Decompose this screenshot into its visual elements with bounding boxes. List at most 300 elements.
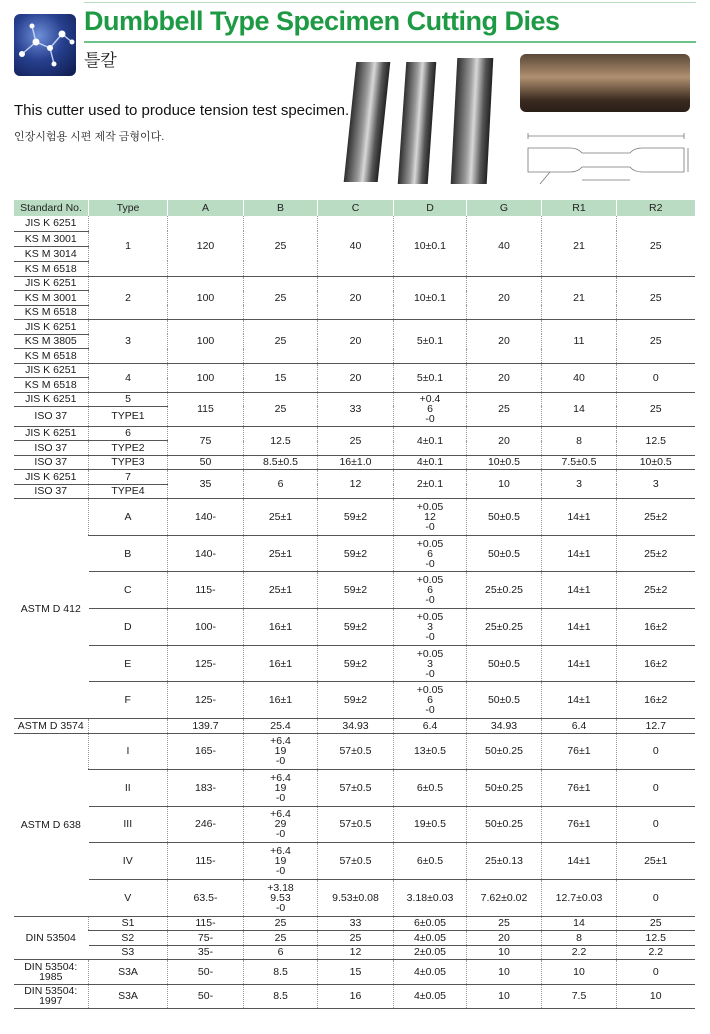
value-cell: 59±2 (318, 682, 394, 719)
type-cell: S3 (89, 945, 168, 960)
table-row (14, 535, 695, 572)
value-cell: 50±0.5 (467, 682, 542, 719)
tolerance-nominal: 6 (427, 584, 433, 597)
value-cell: 75- (168, 931, 244, 946)
value-cell: 120 (168, 216, 244, 276)
standard-cell: KS M 3014 (14, 246, 89, 261)
value-cell: 12.7 (617, 719, 695, 734)
value-cell: 25±1 (244, 572, 318, 609)
value-cell: 14 (542, 392, 617, 426)
type-cell: 1 (89, 216, 168, 276)
value-cell: 10±0.5 (467, 455, 542, 470)
table-row (14, 216, 695, 231)
value-cell: 20 (318, 276, 394, 320)
value-cell: 50 (168, 455, 244, 470)
type-cell: S2 (89, 931, 168, 946)
value-cell: 6±0.5 (394, 770, 467, 807)
tolerance-lower: -0 (425, 704, 435, 717)
table-row (14, 276, 695, 291)
value-cell: 6±0.5 (394, 843, 467, 880)
value-cell: 0 (617, 960, 695, 985)
value-cell: 59±2 (318, 645, 394, 682)
value-cell: 6.4 (542, 719, 617, 734)
value-cell: 12 (318, 945, 394, 960)
table-row (14, 499, 695, 536)
cutting-die-photo-1 (344, 62, 391, 182)
standard-cell: KS M 3001 (14, 291, 89, 306)
standard-cell: JIS K 6251 (14, 320, 89, 335)
value-cell: 115- (168, 916, 244, 931)
value-cell: 25±2 (617, 535, 695, 572)
type-cell: TYPE4 (89, 484, 168, 499)
value-cell: 8.5±0.5 (244, 455, 318, 470)
value-cell: 34.93 (467, 719, 542, 734)
standard-cell: ISO 37 (14, 455, 89, 470)
value-cell: 9.53±0.08 (318, 879, 394, 916)
value-cell: 7.62±0.02 (467, 879, 542, 916)
value-cell: 25±2 (617, 572, 695, 609)
tolerance-nominal: 12 (424, 510, 436, 523)
value-cell: 10 (617, 984, 695, 1009)
value-cell: 8.5 (244, 960, 318, 985)
tolerance-upper: +0.05 (416, 647, 444, 660)
value-cell: 25 (244, 931, 318, 946)
standard-cell: DIN 53504 (14, 916, 89, 960)
value-cell: 115- (168, 843, 244, 880)
value-cell: 33 (318, 392, 394, 426)
molecule-icon (14, 14, 76, 76)
value-cell: 25±0.25 (467, 609, 542, 646)
value-cell: 16±1 (244, 609, 318, 646)
value-cell: 15 (244, 363, 318, 392)
value-cell: 10 (467, 470, 542, 499)
type-cell (89, 719, 168, 734)
tolerance-upper: +6.4 (270, 808, 291, 821)
value-cell: 246- (168, 806, 244, 843)
value-cell: 25±1 (617, 843, 695, 880)
tolerance-upper: +0.05 (416, 684, 444, 697)
cutting-die-photo-2 (398, 62, 437, 184)
standard-cell: KS M 6518 (14, 349, 89, 364)
value-cell: 20 (467, 320, 542, 364)
value-cell: 57±0.5 (318, 843, 394, 880)
tolerance-cell (394, 535, 467, 572)
value-cell: 25±0.25 (467, 572, 542, 609)
standard-cell: DIN 53504: 1985 (14, 960, 89, 985)
tolerance-cell (394, 645, 467, 682)
type-cell: F (89, 682, 168, 719)
value-cell: 35- (168, 945, 244, 960)
value-cell: 59±2 (318, 499, 394, 536)
value-cell: 25 (617, 276, 695, 320)
type-cell: II (89, 770, 168, 807)
tolerance-lower: -0 (275, 828, 286, 841)
tolerance-upper: +6.4 (270, 771, 291, 784)
value-cell: 50±0.25 (467, 806, 542, 843)
value-cell: 20 (467, 931, 542, 946)
value-cell: 16±1 (244, 682, 318, 719)
type-cell: 3 (89, 320, 168, 364)
column-header: G (467, 200, 542, 216)
value-cell: 25 (617, 216, 695, 276)
type-cell: E (89, 645, 168, 682)
type-cell: III (89, 806, 168, 843)
value-cell: 20 (467, 363, 542, 392)
tolerance-upper: +0.4 (419, 393, 441, 405)
value-cell: 165- (168, 733, 244, 770)
table-row (14, 916, 695, 931)
value-cell: 33 (318, 916, 394, 931)
value-cell: 57±0.5 (318, 770, 394, 807)
type-cell: 4 (89, 363, 168, 392)
value-cell: 8 (542, 931, 617, 946)
table-row (14, 719, 695, 734)
tolerance-nominal: 9.53 (270, 891, 291, 904)
standard-cell: ISO 37 (14, 406, 89, 426)
value-cell: 14±1 (542, 535, 617, 572)
table-row (14, 960, 695, 985)
value-cell: 50±0.5 (467, 499, 542, 536)
table-row (14, 455, 695, 470)
tolerance-cell (394, 572, 467, 609)
value-cell: 20 (318, 363, 394, 392)
value-cell: 100 (168, 320, 244, 364)
standard-cell: KS M 6518 (14, 305, 89, 320)
value-cell: 20 (318, 320, 394, 364)
value-cell: 57±0.5 (318, 733, 394, 770)
value-cell: 12.5 (617, 931, 695, 946)
column-header: C (318, 200, 394, 216)
tolerance-upper: +6.4 (270, 735, 291, 748)
value-cell: 25 (617, 916, 695, 931)
value-cell: 11 (542, 320, 617, 364)
value-cell: 25±2 (617, 499, 695, 536)
tolerance-nominal: 6 (427, 694, 433, 707)
value-cell: 0 (617, 733, 695, 770)
tolerance-nominal: 29 (274, 818, 287, 831)
value-cell: 10 (542, 960, 617, 985)
value-cell: 7.5 (542, 984, 617, 1009)
value-cell: 25 (244, 216, 318, 276)
value-cell: 3.18±0.03 (394, 879, 467, 916)
value-cell: 40 (467, 216, 542, 276)
value-cell: 16±2 (617, 682, 695, 719)
table-row (14, 363, 695, 378)
tolerance-cell (244, 806, 318, 843)
table-row (14, 682, 695, 719)
standard-cell: ISO 37 (14, 441, 89, 456)
type-cell: TYPE3 (89, 455, 168, 470)
value-cell: 2±0.1 (394, 470, 467, 499)
cutting-die-photo-4 (520, 54, 690, 112)
standard-cell: ASTM D 3574 (14, 719, 89, 734)
type-cell: 7 (89, 470, 168, 485)
type-cell: 5 (89, 392, 168, 406)
column-header: R1 (542, 200, 617, 216)
value-cell: 76±1 (542, 806, 617, 843)
table-row (14, 320, 695, 335)
value-cell: 5±0.1 (394, 363, 467, 392)
standard-cell: JIS K 6251 (14, 426, 89, 441)
page-subtitle: 틀칼 (84, 51, 117, 70)
value-cell: 76±1 (542, 733, 617, 770)
value-cell: 12.5 (617, 426, 695, 455)
value-cell: 7.5±0.5 (542, 455, 617, 470)
value-cell: 19±0.5 (394, 806, 467, 843)
value-cell: 25±1 (244, 499, 318, 536)
table-row (14, 645, 695, 682)
table-row (14, 572, 695, 609)
value-cell: 2±0.05 (394, 945, 467, 960)
table-row (14, 426, 695, 441)
value-cell: 10±0.1 (394, 216, 467, 276)
tolerance-nominal: 19 (274, 745, 287, 758)
tolerance-upper: +6.4 (270, 844, 291, 857)
type-cell: S1 (89, 916, 168, 931)
tolerance-upper: +0.05 (416, 574, 444, 587)
value-cell: 125- (168, 682, 244, 719)
value-cell: 100 (168, 363, 244, 392)
standard-cell: ISO 37 (14, 484, 89, 499)
value-cell: 100 (168, 276, 244, 320)
type-cell: I (89, 733, 168, 770)
table-row (14, 879, 695, 916)
tolerance-cell (394, 682, 467, 719)
value-cell: 25 (244, 320, 318, 364)
value-cell: 4±0.1 (394, 426, 467, 455)
value-cell: 100- (168, 609, 244, 646)
value-cell: 75 (168, 426, 244, 455)
value-cell: 20 (467, 276, 542, 320)
tolerance-lower: -0 (425, 667, 435, 680)
value-cell: 15 (318, 960, 394, 985)
value-cell: 2.2 (617, 945, 695, 960)
value-cell: 12 (318, 470, 394, 499)
value-cell: 14 (542, 916, 617, 931)
value-cell: 59±2 (318, 535, 394, 572)
standard-cell: JIS K 6251 (14, 392, 89, 406)
tolerance-upper: +0.05 (416, 537, 444, 550)
table-row (14, 931, 695, 946)
value-cell: 10 (467, 945, 542, 960)
value-cell: 25 (244, 392, 318, 426)
type-cell: 6 (89, 426, 168, 441)
header-top-rule (84, 2, 696, 3)
value-cell: 3 (617, 470, 695, 499)
value-cell: 25 (467, 916, 542, 931)
value-cell: 10 (467, 960, 542, 985)
value-cell: 14±1 (542, 645, 617, 682)
value-cell: 25.4 (244, 719, 318, 734)
table-row (14, 470, 695, 485)
cutting-die-photo-3 (451, 58, 494, 184)
value-cell: 4±0.1 (394, 455, 467, 470)
type-cell: C (89, 572, 168, 609)
value-cell: 14±1 (542, 843, 617, 880)
value-cell: 10±0.1 (394, 276, 467, 320)
table-row (14, 609, 695, 646)
specimen-drawing (520, 128, 692, 188)
value-cell: 50±0.25 (467, 770, 542, 807)
type-cell: IV (89, 843, 168, 880)
value-cell: 10±0.5 (617, 455, 695, 470)
table-header-row (14, 200, 695, 216)
tolerance-nominal: 3 (427, 620, 433, 633)
value-cell: 76±1 (542, 770, 617, 807)
value-cell: 25 (617, 320, 695, 364)
value-cell: 4±0.05 (394, 984, 467, 1009)
value-cell: 6.4 (394, 719, 467, 734)
value-cell: 16 (318, 984, 394, 1009)
value-cell: 25±1 (244, 535, 318, 572)
table-row (14, 392, 695, 406)
tolerance-cell (244, 733, 318, 770)
standard-cell: ASTM D 638 (14, 733, 89, 916)
value-cell: 0 (617, 879, 695, 916)
type-cell: TYPE1 (89, 406, 168, 426)
column-header: A (168, 200, 244, 216)
value-cell: 16±2 (617, 645, 695, 682)
description-en: This cutter used to produce tension test specimen. (14, 102, 350, 119)
tolerance-lower: -0 (275, 901, 286, 914)
table-row (14, 733, 695, 770)
table-row (14, 806, 695, 843)
value-cell: 8.5 (244, 984, 318, 1009)
value-cell: 50±0.5 (467, 645, 542, 682)
type-cell: 2 (89, 276, 168, 320)
tolerance-lower: -0 (425, 413, 435, 425)
value-cell: 140- (168, 499, 244, 536)
value-cell: 16±1 (244, 645, 318, 682)
tolerance-lower: -0 (425, 520, 435, 533)
tolerance-nominal: 6 (427, 547, 433, 560)
standard-cell: JIS K 6251 (14, 216, 89, 231)
standard-cell: KS M 6518 (14, 261, 89, 276)
value-cell: 14±1 (542, 572, 617, 609)
type-cell: B (89, 535, 168, 572)
value-cell: 40 (318, 216, 394, 276)
tolerance-cell (394, 609, 467, 646)
tolerance-upper: +3.18 (267, 881, 294, 894)
value-cell: 14±1 (542, 609, 617, 646)
value-cell: 50±0.5 (467, 535, 542, 572)
standard-cell: JIS K 6251 (14, 363, 89, 378)
value-cell: 140- (168, 535, 244, 572)
value-cell: 25 (318, 426, 394, 455)
value-cell: 10 (467, 984, 542, 1009)
value-cell: 20 (467, 426, 542, 455)
tolerance-nominal: 6 (427, 403, 433, 415)
value-cell: 14±1 (542, 682, 617, 719)
type-cell: A (89, 499, 168, 536)
standard-cell: ASTM D 412 (14, 499, 89, 719)
value-cell: 0 (617, 806, 695, 843)
value-cell: 5±0.1 (394, 320, 467, 364)
tolerance-nominal: 19 (274, 781, 287, 794)
tolerance-lower: -0 (275, 864, 286, 877)
tolerance-upper: +0.05 (416, 610, 444, 623)
value-cell: 34.93 (318, 719, 394, 734)
value-cell: 16±2 (617, 609, 695, 646)
description-ko: 인장시험용 시편 제작 금형이다. (14, 131, 165, 143)
value-cell: 40 (542, 363, 617, 392)
table-row (14, 843, 695, 880)
value-cell: 21 (542, 216, 617, 276)
tolerance-lower: -0 (275, 755, 286, 768)
value-cell: 13±0.5 (394, 733, 467, 770)
value-cell: 12.5 (244, 426, 318, 455)
value-cell: 25 (467, 392, 542, 426)
standard-cell: KS M 3805 (14, 334, 89, 349)
tolerance-nominal: 3 (427, 657, 433, 670)
tolerance-nominal: 19 (274, 854, 287, 867)
value-cell: 183- (168, 770, 244, 807)
value-cell: 14±1 (542, 499, 617, 536)
table-row (14, 770, 695, 807)
tolerance-lower: -0 (425, 557, 435, 570)
value-cell: 25 (244, 916, 318, 931)
standard-cell: DIN 53504: 1997 (14, 984, 89, 1009)
value-cell: 0 (617, 770, 695, 807)
tolerance-cell (394, 392, 467, 426)
type-cell: S3A (89, 960, 168, 985)
value-cell: 6 (244, 945, 318, 960)
value-cell: 12.7±0.03 (542, 879, 617, 916)
value-cell: 25±0.13 (467, 843, 542, 880)
value-cell: 16±1.0 (318, 455, 394, 470)
value-cell: 57±0.5 (318, 806, 394, 843)
standard-cell: KS M 3001 (14, 231, 89, 246)
type-cell: S3A (89, 984, 168, 1009)
value-cell: 139.7 (168, 719, 244, 734)
value-cell: 3 (542, 470, 617, 499)
company-logo (14, 14, 76, 76)
specimen-dimensions-table (13, 200, 695, 1009)
standard-cell: JIS K 6251 (14, 470, 89, 485)
column-header: R2 (617, 200, 695, 216)
type-cell: V (89, 879, 168, 916)
value-cell: 6 (244, 470, 318, 499)
type-cell: D (89, 609, 168, 646)
table-row (14, 984, 695, 1009)
tolerance-upper: +0.05 (416, 500, 444, 513)
column-header: D (394, 200, 467, 216)
value-cell: 25 (318, 931, 394, 946)
tolerance-cell (244, 770, 318, 807)
value-cell: 125- (168, 645, 244, 682)
value-cell: 25 (617, 392, 695, 426)
value-cell: 59±2 (318, 609, 394, 646)
tolerance-lower: -0 (425, 630, 435, 643)
value-cell: 50- (168, 984, 244, 1009)
tolerance-cell (244, 843, 318, 880)
value-cell: 25 (244, 276, 318, 320)
title-rule (84, 41, 696, 43)
value-cell: 50- (168, 960, 244, 985)
value-cell: 0 (617, 363, 695, 392)
value-cell: 35 (168, 470, 244, 499)
column-header: Type (89, 200, 168, 216)
tolerance-cell (244, 879, 318, 916)
page-title: Dumbbell Type Specimen Cutting Dies (84, 6, 560, 36)
column-header: B (244, 200, 318, 216)
value-cell: 4±0.05 (394, 931, 467, 946)
value-cell: 115- (168, 572, 244, 609)
table-row (14, 945, 695, 960)
tolerance-lower: -0 (275, 791, 286, 804)
value-cell: 21 (542, 276, 617, 320)
value-cell: 4±0.05 (394, 960, 467, 985)
